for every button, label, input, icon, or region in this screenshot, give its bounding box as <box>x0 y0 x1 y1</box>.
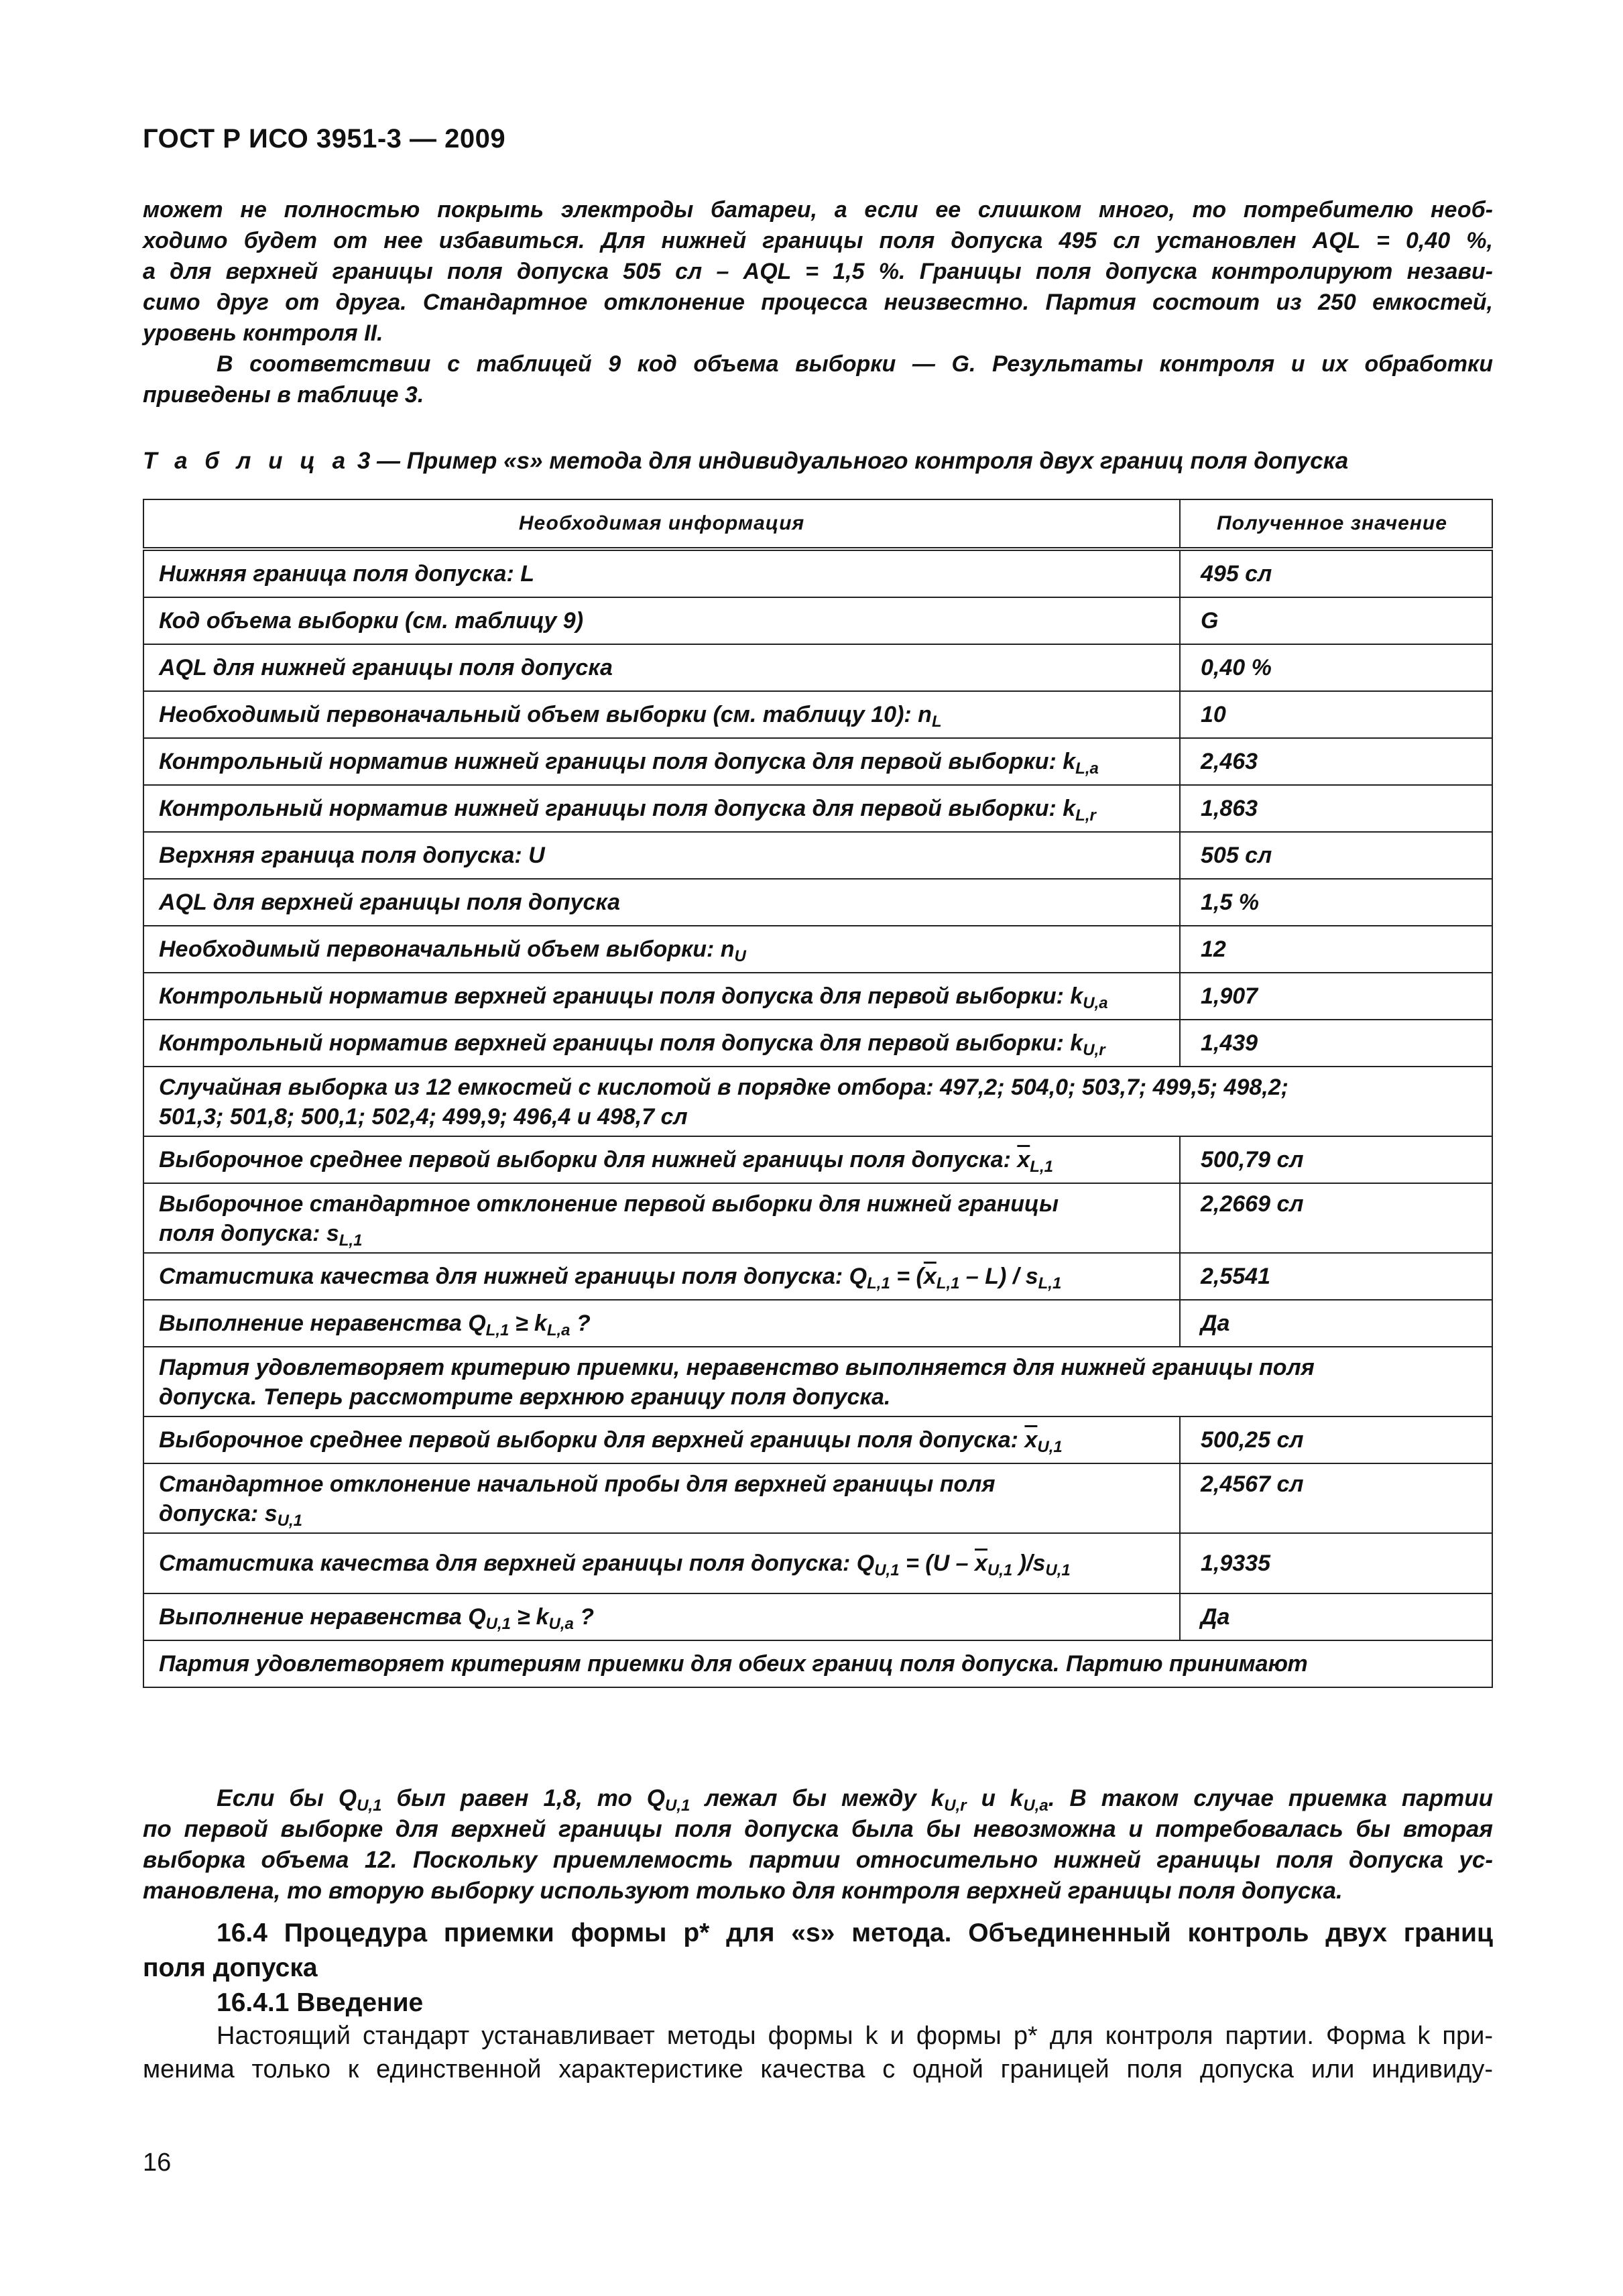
row-label <box>143 738 1180 785</box>
subscript: U,1 <box>277 1512 302 1530</box>
text: Если бы Q <box>217 1785 357 1811</box>
text: . В таком случае приемка партии <box>1048 1785 1494 1811</box>
row-label <box>143 1533 1180 1593</box>
after-line: тановлена, то вторую выборку используют только для контроля верхней границы поля допуска. <box>143 1878 1343 1904</box>
label-text: )/s <box>1012 1551 1046 1576</box>
table-row <box>143 1020 1492 1067</box>
label-text: Контрольный норматив верхней границы поля допуска для первой выборки: k <box>159 983 1083 1009</box>
label-text: ≥ k <box>511 1604 549 1630</box>
sample-line: Случайная выборка из 12 емкостей с кислотой в порядке отбора: 497,2; 504,0; 503,7; 499,5; 498,2; <box>159 1075 1288 1100</box>
label-text: Выборочное стандартное отклонение первой выборки для нижней границы <box>159 1191 1059 1217</box>
table-row <box>143 1253 1492 1300</box>
xbar-symbol: $\overline{x}$ <box>1024 1427 1038 1453</box>
intro-line: приведены в таблице 3. <box>143 382 424 408</box>
table-caption <box>143 448 1348 475</box>
subscript: L,a <box>546 1321 570 1339</box>
row-label: Код объема выборки (см. таблицу 9) <box>143 597 1180 644</box>
label-text: поля допуска: s <box>159 1221 339 1246</box>
subscript: U,1 <box>987 1561 1013 1579</box>
after-table-paragraph <box>143 1783 1493 1907</box>
subscript: U,a <box>548 1615 574 1633</box>
row-value: Да <box>1180 1593 1492 1640</box>
row-label: AQL для верхней границы поля допуска <box>143 879 1180 926</box>
row-label <box>143 1136 1180 1183</box>
intro-line: уровень контроля II. <box>143 320 383 346</box>
row-value: 1,9335 <box>1180 1533 1492 1593</box>
page-number: 16 <box>143 2149 172 2177</box>
label-text: допуска: s <box>159 1501 278 1526</box>
row-value: 1,439 <box>1180 1020 1492 1067</box>
intro-line: симо друг от друга. Стандартное отклонение процесса неизвестно. Партия состоит из 250 емкостей, <box>143 290 1493 315</box>
row-label <box>143 1593 1180 1640</box>
body-line: Настоящий стандарт устанавливает методы формы k и формы p* для контроля партии. Форма k при- <box>217 2022 1493 2050</box>
conclusion-text: Партия удовлетворяет критериям приемки для обеих границ поля допуска. Партию принимают <box>143 1640 1492 1687</box>
body-line: менима только к единственной характеристике качества с одной границей поля допуска или индивиду- <box>143 2055 1493 2083</box>
intro-paragraph <box>143 194 1493 410</box>
results-table <box>143 499 1493 1688</box>
label-text: Стандартное отклонение начальной пробы для верхней границы поля <box>159 1471 996 1497</box>
column-header-value: Полученное значение <box>1180 499 1492 549</box>
row-label <box>143 1020 1180 1067</box>
subscript: U,1 <box>357 1797 382 1815</box>
subscript: L,1 <box>1030 1158 1053 1176</box>
xbar-symbol: $\overline{x}$ <box>923 1264 937 1289</box>
row-value: 2,2669 сл <box>1180 1183 1492 1253</box>
section-heading <box>143 1916 1493 2020</box>
subscript: U,a <box>1023 1797 1048 1815</box>
table-row <box>143 738 1492 785</box>
table-row <box>143 973 1492 1020</box>
row-value: Да <box>1180 1300 1492 1347</box>
text: был равен 1,8, то Q <box>381 1785 666 1811</box>
label-text: = (U – <box>899 1551 975 1576</box>
row-label <box>143 926 1180 973</box>
label-text: Контрольный норматив нижней границы поля допуска для первой выборки: k <box>159 796 1076 821</box>
after-line: по первой выборке для верхней границы поля допуска была бы невозможна и потребовалась бы вторая <box>143 1816 1493 1842</box>
section-heading-line: 16.4 Процедура приемки формы p* для «s» метода. Объединенный контроль двух границ <box>217 1919 1493 1947</box>
intro-line: а для верхней границы поля допуска 505 сл – AQL = 1,5 %. Границы поля допуска контролируют незави- <box>143 259 1493 284</box>
label-text: Выборочное среднее первой выборки для нижней границы поля допуска: <box>159 1147 1011 1172</box>
table-row <box>143 644 1492 691</box>
row-value: 2,5541 <box>1180 1253 1492 1300</box>
sample-line: 501,3; 501,8; 500,1; 502,4; 499,9; 496,4 и 498,7 сл <box>159 1104 688 1130</box>
xbar-symbol: $\overline{x}$ <box>975 1551 987 1576</box>
row-label: Верхняя граница поля допуска: U <box>143 832 1180 879</box>
table-row-conclusion <box>143 1640 1492 1687</box>
row-value: 10 <box>1180 691 1492 738</box>
table-row-sample <box>143 1067 1492 1136</box>
subscript: L,1 <box>1038 1274 1062 1292</box>
row-value: 500,25 сл <box>1180 1416 1492 1463</box>
row-value: 0,40 % <box>1180 644 1492 691</box>
subscript: U,1 <box>485 1615 512 1633</box>
row-label <box>143 1300 1180 1347</box>
row-label <box>143 1253 1180 1300</box>
table-row <box>143 1533 1492 1593</box>
section-heading-line: поля допуска <box>143 1953 318 1982</box>
subscript: L,a <box>1075 760 1099 778</box>
label-text: Выполнение неравенства Q <box>159 1604 486 1630</box>
intro-line: ходимо будет от нее избавиться. Для нижней границы поля допуска 495 сл установлен AQL = 0,40 %, <box>143 228 1493 253</box>
intro-line: В соответствии с таблицей 9 код объема выборки — G. Результаты контроля и их обработки <box>217 351 1493 377</box>
table-row <box>143 785 1492 832</box>
row-label <box>143 1416 1180 1463</box>
row-label <box>143 1183 1180 1253</box>
label-text: ? <box>570 1311 591 1336</box>
row-label: Нижняя граница поля допуска: L <box>143 549 1180 597</box>
row-label: AQL для нижней границы поля допуска <box>143 644 1180 691</box>
row-value: 505 сл <box>1180 832 1492 879</box>
label-text: Выполнение неравенства Q <box>159 1311 486 1336</box>
table-row <box>143 926 1492 973</box>
document-header: ГОСТ Р ИСО 3951-3 — 2009 <box>143 124 506 154</box>
label-text: Статистика качества для верхней границы поля допуска: Q <box>159 1551 875 1576</box>
sample-values <box>143 1067 1492 1136</box>
subscript: L,1 <box>339 1231 363 1250</box>
label-text: – L) / s <box>959 1264 1038 1289</box>
table-row <box>143 549 1492 597</box>
row-value: 2,463 <box>1180 738 1492 785</box>
row-value: G <box>1180 597 1492 644</box>
table-row <box>143 1593 1492 1640</box>
subscript: U <box>734 947 746 965</box>
label-text: Контрольный норматив верхней границы поля допуска для первой выборки: k <box>159 1030 1083 1056</box>
label-text: Статистика качества для нижней границы поля допуска: Q <box>159 1264 867 1289</box>
subscript: L <box>931 713 942 731</box>
table-row <box>143 1300 1492 1347</box>
label-text: Выборочное среднее первой выборки для верхней границы поля допуска: <box>159 1427 1018 1453</box>
xbar-symbol: $\overline{x}$ <box>1017 1147 1030 1172</box>
subsection-heading: 16.4.1 Введение <box>217 1988 424 2017</box>
table-row-conclusion <box>143 1347 1492 1416</box>
subscript: U,1 <box>874 1561 900 1579</box>
after-line <box>143 1783 1493 1814</box>
row-value: 495 сл <box>1180 549 1492 597</box>
table-header-row <box>143 499 1492 549</box>
text: лежал бы между k <box>690 1785 945 1811</box>
column-header-info: Необходимая информация <box>143 499 1180 549</box>
intro-line: может не полностью покрыть электроды батареи, а если ее слишком много, то потребителю необ- <box>143 197 1493 223</box>
label-text: Контрольный норматив нижней границы поля допуска для первой выборки: k <box>159 749 1076 774</box>
row-label <box>143 1463 1180 1533</box>
subscript: U,1 <box>1045 1561 1071 1579</box>
subscript: U,r <box>944 1797 967 1815</box>
subscript: L,1 <box>485 1321 509 1339</box>
row-label <box>143 691 1180 738</box>
subscript: U,1 <box>1037 1438 1063 1456</box>
section-body <box>143 2019 1493 2086</box>
table-row <box>143 691 1492 738</box>
row-value: 1,907 <box>1180 973 1492 1020</box>
table-row <box>143 1183 1492 1253</box>
table-row <box>143 832 1492 879</box>
subscript: L,1 <box>936 1274 960 1292</box>
subscript: L,r <box>1075 806 1096 825</box>
row-value: 1,863 <box>1180 785 1492 832</box>
subscript: U,1 <box>665 1797 690 1815</box>
label-text: ≥ k <box>509 1311 547 1336</box>
row-value: 1,5 % <box>1180 879 1492 926</box>
after-line: выборка объема 12. Поскольку приемлемость партии относительно нижней границы поля допуска ус- <box>143 1847 1493 1873</box>
row-value: 2,4567 сл <box>1180 1463 1492 1533</box>
subscript: U,r <box>1083 1041 1105 1059</box>
table-caption-text: 3 — Пример «s» метода для индивидуального контроля двух границ поля допуска <box>357 448 1349 474</box>
conclusion-line: Партия удовлетворяет критерию приемки, неравенство выполняется для нижней границы поля <box>159 1355 1315 1380</box>
table-row <box>143 1416 1492 1463</box>
row-label <box>143 973 1180 1020</box>
table-row <box>143 879 1492 926</box>
label-text: = ( <box>890 1264 924 1289</box>
subscript: L,1 <box>867 1274 890 1292</box>
text: и k <box>966 1785 1024 1811</box>
subscript: U,a <box>1083 994 1108 1012</box>
row-value: 12 <box>1180 926 1492 973</box>
row-value: 500,79 сл <box>1180 1136 1492 1183</box>
label-text: Необходимый первоначальный объем выборки (см. таблицу 10): n <box>159 702 932 727</box>
table-row <box>143 1136 1492 1183</box>
row-label <box>143 785 1180 832</box>
label-text: Необходимый первоначальный объем выборки: n <box>159 936 735 962</box>
label-text: ? <box>573 1604 595 1630</box>
table-caption-label: Т а б л и ц а <box>143 448 351 474</box>
table-row <box>143 1463 1492 1533</box>
table-row <box>143 597 1492 644</box>
conclusion-line: допуска. Теперь рассмотрите верхнюю границу поля допуска. <box>159 1384 891 1410</box>
conclusion-text <box>143 1347 1492 1416</box>
